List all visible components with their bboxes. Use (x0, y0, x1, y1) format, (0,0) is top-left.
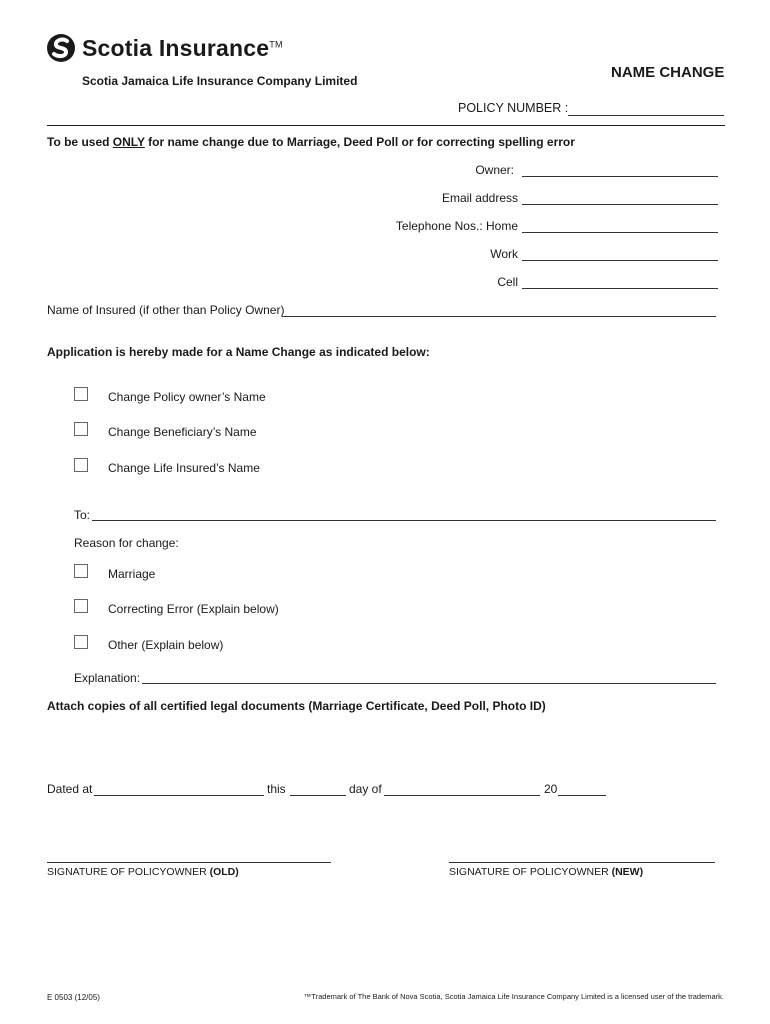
telephone-work-label: Work (490, 247, 518, 261)
brand-name: Scotia Insurance™ (82, 35, 283, 61)
change-insured-label: Change Life Insured’s Name (108, 461, 260, 475)
dated-at-field[interactable] (94, 795, 264, 796)
reason-marriage-checkbox[interactable] (74, 564, 88, 578)
reason-label: Reason for change: (74, 536, 179, 550)
to-label: To: (74, 508, 91, 522)
day-field[interactable] (290, 795, 346, 796)
email-label: Email address (441, 191, 518, 205)
policy-number-label: POLICY NUMBER : (458, 101, 569, 115)
this-label: this (267, 782, 286, 796)
month-field[interactable] (384, 795, 540, 796)
telephone-home-field[interactable] (522, 232, 718, 233)
change-owner-checkbox[interactable] (74, 387, 88, 401)
telephone-home-label: Telephone Nos.: Home (395, 219, 518, 233)
form-title: NAME CHANGE (611, 64, 725, 81)
to-field[interactable] (92, 520, 716, 521)
telephone-cell-label: Cell (497, 275, 518, 289)
telephone-cell-field[interactable] (522, 288, 718, 289)
insured-label: Name of Insured (if other than Policy Owner) (47, 303, 285, 317)
year-prefix: 20 (544, 782, 558, 796)
trademark-note: ™Trademark of The Bank of Nova Scotia, Scotia Jamaica Life Insurance Company Limited is a licensed user of the trademark. (303, 992, 724, 1001)
explanation-field[interactable] (142, 683, 716, 684)
change-beneficiary-checkbox[interactable] (74, 422, 88, 436)
policy-number-field[interactable] (568, 115, 724, 116)
year-field[interactable] (558, 795, 606, 796)
attach-note: Attach copies of all certified legal documents (Marriage Certificate, Deed Poll, Photo ID) (47, 699, 546, 713)
telephone-work-field[interactable] (522, 260, 718, 261)
signature-old-field[interactable] (47, 862, 331, 863)
owner-label: Owner: (475, 163, 514, 177)
reason-other-label: Other (Explain below) (108, 638, 224, 652)
form-code: E 0503 (12/05) (47, 993, 100, 1002)
change-owner-label: Change Policy owner’s Name (108, 390, 266, 404)
intro-note: To be used ONLY for name change due to Marriage, Deed Poll or for correcting spelling error (47, 135, 575, 149)
explanation-label: Explanation: (74, 671, 141, 685)
reason-marriage-label: Marriage (108, 567, 156, 581)
day-of-label: day of (349, 782, 382, 796)
insured-field[interactable] (282, 316, 716, 317)
reason-error-label: Correcting Error (Explain below) (108, 602, 279, 616)
dated-at-label: Dated at (47, 782, 93, 796)
signature-new-field[interactable] (449, 862, 715, 863)
owner-field[interactable] (522, 176, 718, 177)
company-name: Scotia Jamaica Life Insurance Company Limited (82, 74, 358, 88)
header-divider (47, 125, 725, 126)
change-insured-checkbox[interactable] (74, 458, 88, 472)
signature-old-label: SIGNATURE OF POLICYOWNER (OLD) (47, 866, 239, 878)
signature-new-label: SIGNATURE OF POLICYOWNER (NEW) (449, 866, 644, 878)
reason-other-checkbox[interactable] (74, 635, 88, 649)
change-beneficiary-label: Change Beneficiary’s Name (108, 425, 257, 439)
scotia-logo-icon (46, 33, 76, 63)
email-field[interactable] (522, 204, 718, 205)
application-heading: Application is hereby made for a Name Change as indicated below: (47, 345, 430, 359)
reason-error-checkbox[interactable] (74, 599, 88, 613)
